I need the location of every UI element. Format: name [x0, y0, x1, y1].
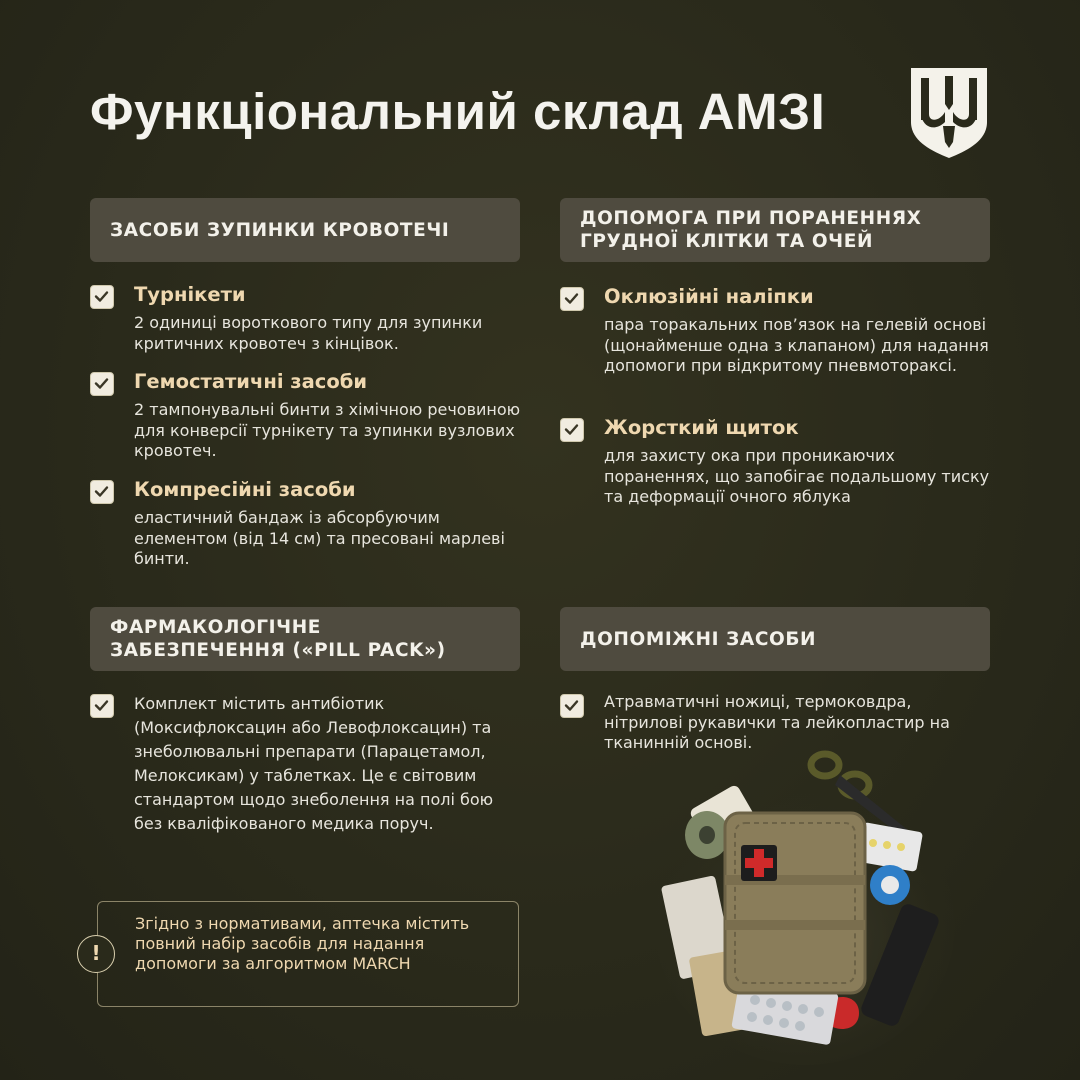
exclamation-icon: !	[77, 935, 115, 973]
note-text: Згідно з нормативами, аптечка містить повний набір засобів для надання допомоги за алгоритмом MARCH	[135, 914, 470, 973]
checkbox-checked-icon	[560, 287, 584, 311]
checkbox-checked-icon	[560, 694, 584, 718]
section-title: ФАРМАКОЛОГІЧНЕ ЗАБЕЗПЕЧЕННЯ («PILL PACK»)	[110, 617, 446, 661]
item-title: Компресійні засоби	[134, 478, 356, 501]
item-title: Турнікети	[134, 283, 246, 306]
section-header-chest	[560, 198, 990, 262]
checkbox-checked-icon	[90, 285, 114, 309]
checkbox-checked-icon	[90, 372, 114, 396]
section-title: ДОПОМІЖНІ ЗАСОБИ	[580, 628, 817, 650]
note-box	[91, 901, 519, 1007]
trident-shield-icon	[905, 64, 993, 160]
item-title: Жорсткий щиток	[604, 416, 799, 439]
item-title: Оклюзійні наліпки	[604, 285, 814, 308]
section-header-pharma	[90, 607, 520, 671]
item-description: еластичний бандаж із абсорбуючим елементом (від 14 см) та пресовані марлеві бинти.	[134, 508, 505, 568]
section-header-bleeding	[90, 198, 520, 262]
item-description: Комплект містить антибіотик (Моксифлоксацин або Левофлоксацин) та знеболювальні препарати (Парацетамол, Мелоксикам) у таблетках. Це є світовим стандартом щодо знеболення на полі бою без кваліфікованого медика поруч.	[134, 694, 494, 833]
section-title: ДОПОМОГА ПРИ ПОРАНЕННЯХ ГРУДНОЇ КЛІТКИ ТА ОЧЕЙ	[580, 208, 922, 252]
item-description: 2 тампонувальні бинти з хімічною речовиною для конверсії турнікету та зупинки вузлових кровотеч.	[134, 400, 521, 460]
item-title: Гемостатичні засоби	[134, 370, 368, 393]
section-title: ЗАСОБИ ЗУПИНКИ КРОВОТЕЧІ	[110, 219, 450, 241]
checkbox-checked-icon	[90, 694, 114, 718]
first-aid-kit-image	[655, 745, 955, 1065]
section-header-aux	[560, 607, 990, 671]
item-description: 2 одиниці вороткового типу для зупинки критичних кровотеч з кінцівок.	[134, 313, 483, 353]
item-description: для захисту ока при проникаючих пораненнях, що запобігає подальшому тиску та деформації очного яблука	[604, 446, 990, 506]
checkbox-checked-icon	[90, 480, 114, 504]
item-description: пара торакальних пов’язок на гелевій основі (щонайменше одна з клапаном) для надання допомоги при відкритому пневмотораксі.	[604, 315, 989, 375]
page-title: Функціональний склад АМЗІ	[90, 83, 826, 140]
checkbox-checked-icon	[560, 418, 584, 442]
item-description: Атравматичні ножиці, термоковдра, нітрилові рукавички та лейкопластир на тканинній основі.	[604, 692, 950, 752]
